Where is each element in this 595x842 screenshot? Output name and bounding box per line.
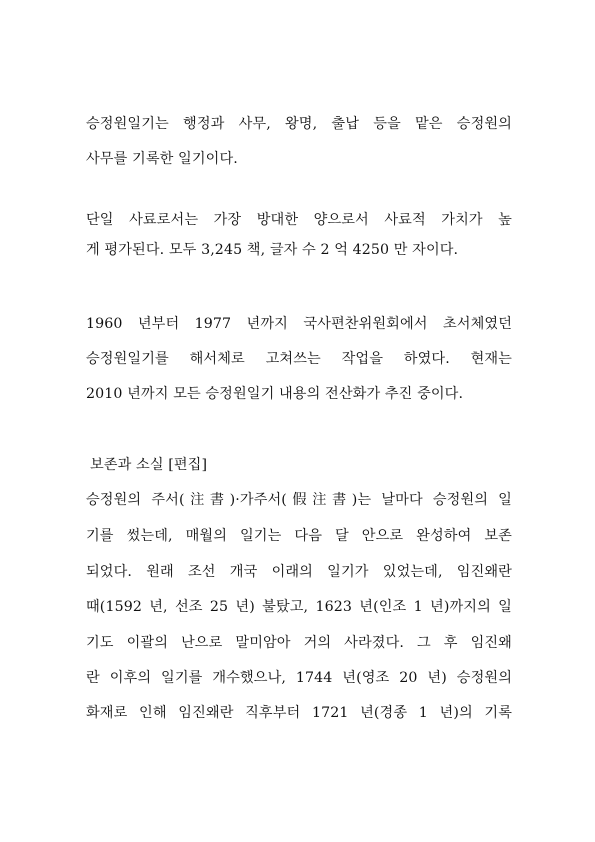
section-line-2: 기를 썼는데, 매월의 일기는 다음 달 안으로 완성하여 보존: [86, 528, 512, 544]
paragraph-3-line-2: 승정원일기를 해서체로 고쳐쓰는 작업을 하였다. 현재는: [86, 351, 512, 367]
section-line-7: 화재로 인해 임진왜란 직후부터 1721 년(경종 1 년)의 기록: [86, 705, 512, 721]
section-line-1: 승정원의 주서(注書)·가주서(假注書)는 날마다 승정원의 일: [86, 492, 512, 508]
section-line-3: 되었다. 원래 조선 개국 이래의 일기가 있었는데, 임진왜란: [86, 564, 512, 580]
paragraph-2-line-1: 단일 사료로서는 가장 방대한 양으로서 사료적 가치가 높: [86, 212, 512, 228]
section-line-4: 때(1592 년, 선조 25 년) 불탔고, 1623 년(인조 1 년)까지의 일: [86, 599, 512, 615]
section-line-5: 기도 이괄의 난으로 말미암아 거의 사라졌다. 그 후 임진왜: [86, 635, 512, 651]
section-heading: 보존과 소실 [편집]: [90, 457, 208, 473]
section-line-6: 란 이후의 일기를 개수했으나, 1744 년(영조 20 년) 승정원의: [86, 670, 512, 686]
paragraph-3-line-1: 1960 년부터 1977 년까지 국사편찬위원회에서 초서체였던: [86, 316, 512, 332]
paragraph-2-line-2: 게 평가된다. 모두 3,245 책, 글자 수 2 억 4250 만 자이다.: [86, 242, 459, 258]
paragraph-3-line-3: 2010 년까지 모든 승정원일기 내용의 전산화가 추진 중이다.: [86, 386, 464, 402]
paragraph-1-line-1: 승정원일기는 행정과 사무, 왕명, 출납 등을 맡은 승정원의: [86, 116, 512, 132]
paragraph-1-line-2: 사무를 기록한 일기이다.: [86, 151, 238, 167]
